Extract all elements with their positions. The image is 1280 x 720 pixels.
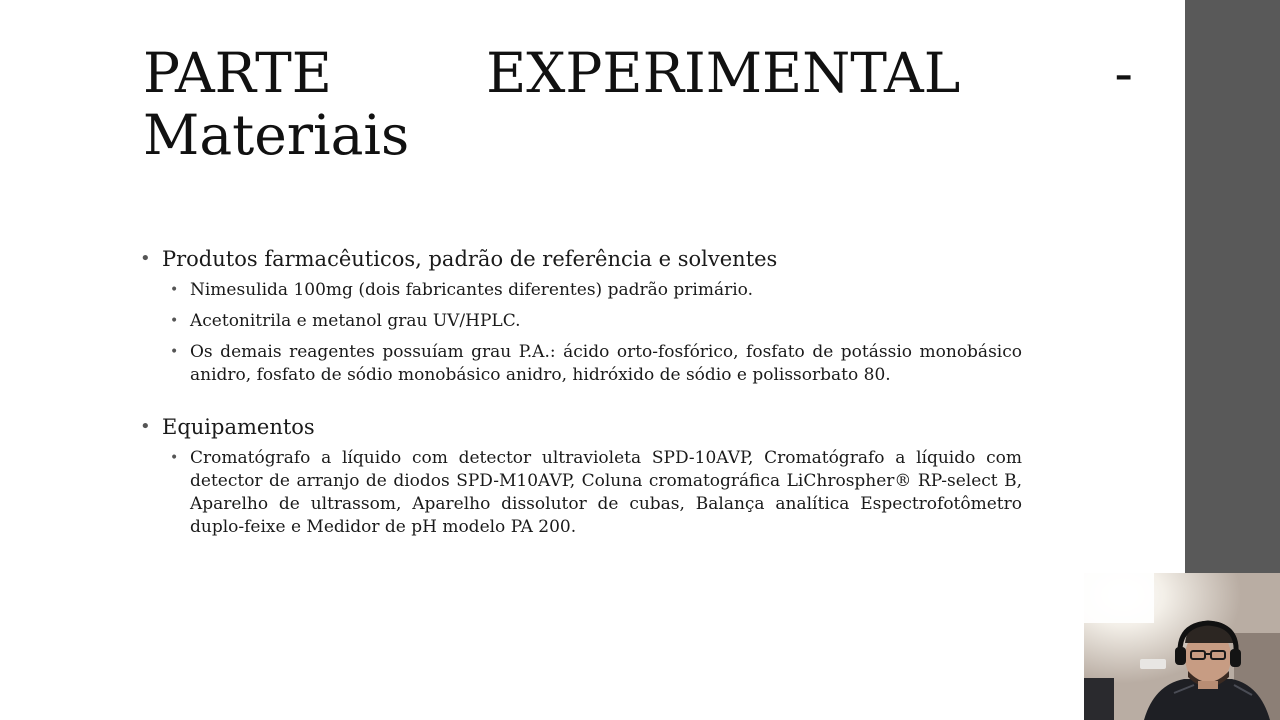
item-text: Acetonitrila e metanol grau UV/HPLC. bbox=[190, 311, 521, 331]
title-word-parte: PARTE bbox=[143, 41, 332, 105]
slide-body bbox=[140, 245, 1022, 547]
sub-bullet-dot: • bbox=[170, 344, 179, 360]
title-line-1 bbox=[143, 42, 1133, 104]
section-heading-equipamentos: Equipamentos bbox=[162, 415, 315, 439]
bullet-produtos bbox=[140, 245, 1022, 273]
title-word-experimental: EXPERIMENTAL bbox=[486, 41, 961, 105]
sub-bullet-acetonitrila bbox=[168, 310, 1022, 333]
item-text: Nimesulida 100mg (dois fabricantes diferentes) padrão primário. bbox=[190, 280, 753, 300]
bullet-equipamentos bbox=[140, 413, 1022, 441]
sub-bullet-reagentes bbox=[168, 341, 1022, 387]
sub-bullet-cromatografo bbox=[168, 447, 1022, 539]
webcam-overlay bbox=[1084, 573, 1280, 720]
slide-title bbox=[143, 42, 1133, 166]
title-line-2: Materiais bbox=[143, 103, 410, 167]
equipamentos-sub-list bbox=[168, 447, 1022, 539]
bullet-dot: • bbox=[140, 248, 151, 269]
sub-bullet-nimesulida bbox=[168, 279, 1022, 302]
bullet-dot: • bbox=[140, 416, 151, 437]
sub-bullet-dot: • bbox=[170, 313, 179, 329]
item-text: Os demais reagentes possuíam grau P.A.: ácido orto-fosfórico, fosfato de potássio monobásico anidro, fosfato de sódio monobásico anidro, hidróxido de sódio e polissorbato 80. bbox=[190, 342, 1022, 385]
section-heading-produtos: Produtos farmacêuticos, padrão de referência e solventes bbox=[162, 247, 778, 271]
section-spacer bbox=[140, 395, 1022, 413]
title-dash: - bbox=[1114, 41, 1133, 105]
sub-bullet-dot: • bbox=[170, 450, 179, 466]
item-text: Cromatógrafo a líquido com detector ultravioleta SPD-10AVP, Cromatógrafo a líquido com detector de arranjo de diodos SPD-M10AVP, Coluna cromatográfica LiChrospher® RP-select B, Aparelho de ultrassom, Aparelho dissolutor de cubas, Balança analítica Espectrofotômetro duplo-feixe e Medidor de pH modelo PA 200. bbox=[190, 448, 1022, 537]
produtos-sub-list bbox=[168, 279, 1022, 387]
webcam-video-frame bbox=[1084, 573, 1280, 720]
sub-bullet-dot: • bbox=[170, 282, 179, 298]
